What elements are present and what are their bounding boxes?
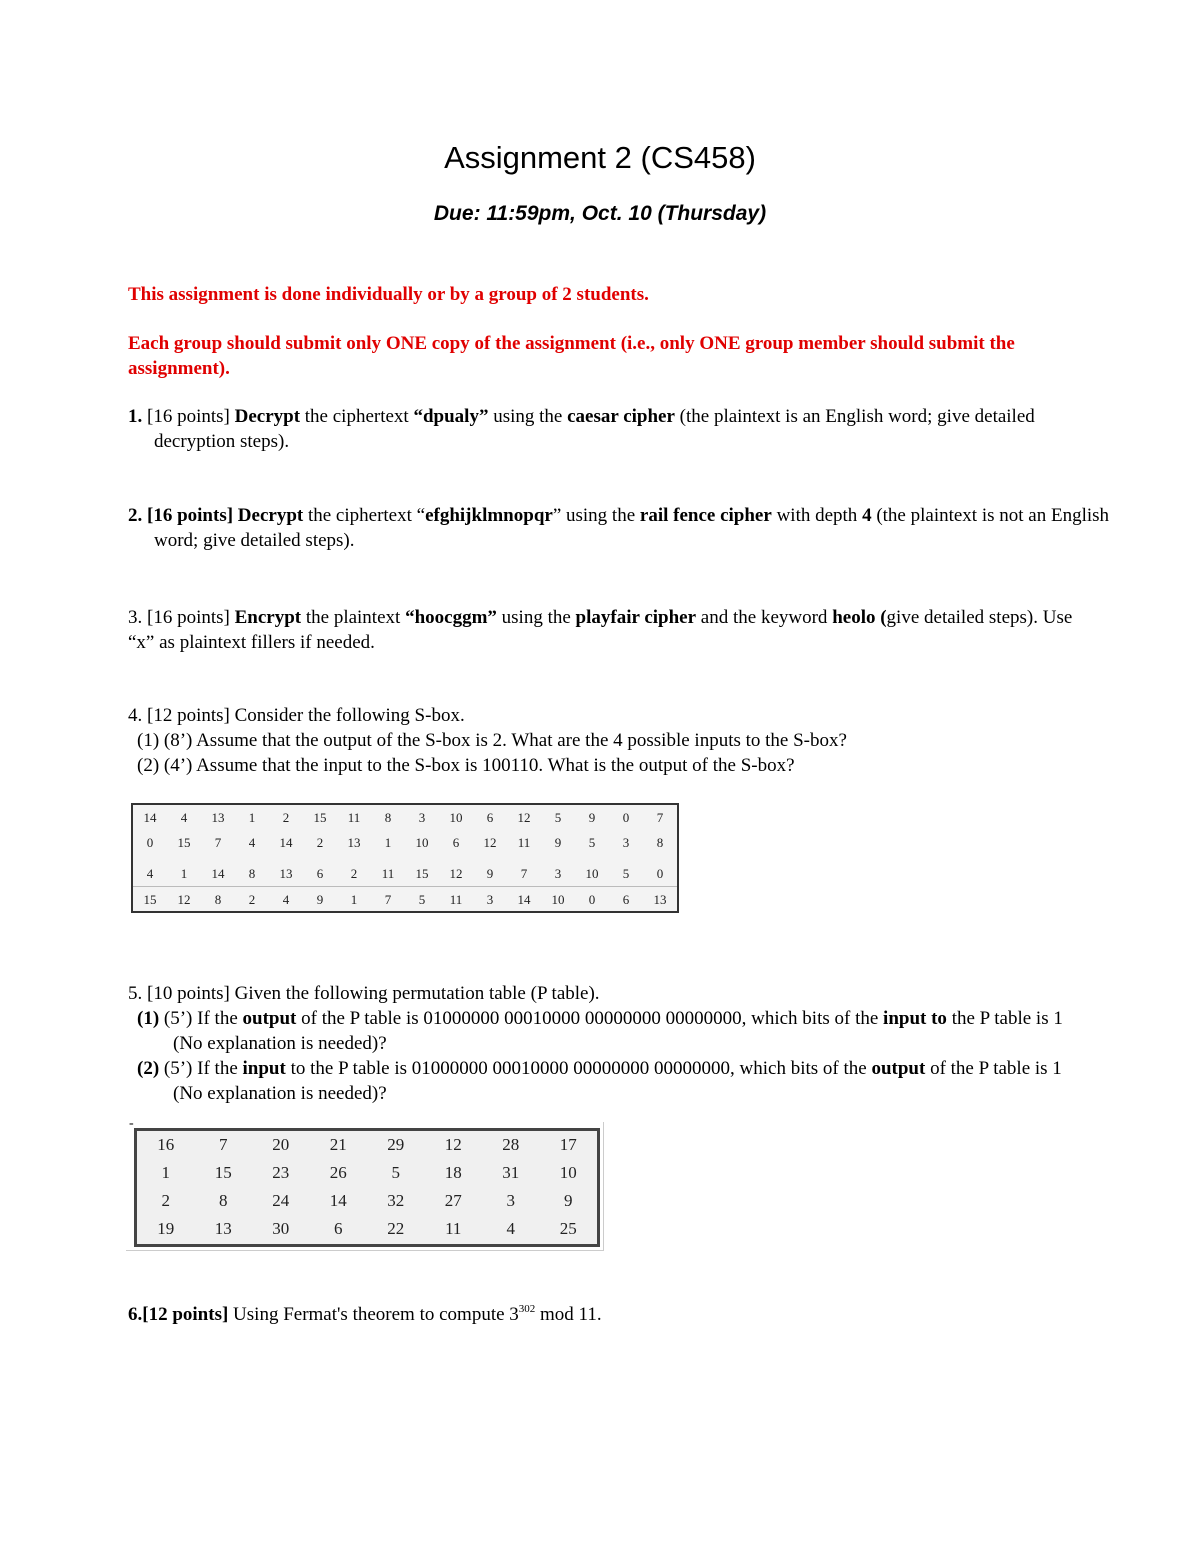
q1-method: caesar cipher: [567, 406, 675, 427]
table-cell: 14: [143, 809, 157, 825]
table-cell: 12: [444, 1135, 462, 1154]
table-cell: 6: [609, 887, 643, 913]
q6-text: mod 11.: [540, 1304, 602, 1325]
table-cell: 12: [167, 887, 201, 913]
table-row: [133, 887, 677, 913]
stray-dash: -: [129, 1116, 134, 1131]
table-cell: 16: [157, 1135, 175, 1154]
q5-sub-1-number: (1): [137, 1008, 160, 1029]
table-cell: 1: [337, 887, 371, 913]
table-cell: 3: [506, 1191, 515, 1210]
table-cell: 4: [506, 1219, 515, 1238]
q1-ciphertext: “dpualy”: [413, 406, 489, 427]
table-row: [133, 830, 677, 855]
question-1: [128, 404, 1114, 454]
table-cell: 11: [381, 865, 395, 881]
page-title: Assignment 2 (CS458): [444, 140, 756, 175]
q5-text: (5’) If the: [163, 1058, 238, 1079]
table-cell: 8: [656, 834, 664, 850]
q5-text: to the P table is 01000000 00010000 00000000 00000000, which bits of the: [290, 1058, 867, 1079]
table-cell: 7: [219, 1135, 228, 1154]
table-cell: 18: [444, 1163, 462, 1182]
q4-intro: 4. [12 points] Consider the following S-box.: [128, 705, 465, 726]
table-cell: 6: [334, 1219, 343, 1238]
q5-input-word: input to: [883, 1008, 947, 1029]
table-row: [133, 805, 677, 830]
table-cell: 15: [313, 809, 327, 825]
q1-verb: Decrypt: [234, 406, 301, 427]
question-6: [128, 1302, 1088, 1327]
table-cell: 6: [452, 834, 460, 850]
table-cell: 0: [622, 809, 630, 825]
q3-text: the plaintext: [305, 607, 401, 628]
notice-one-copy: Each group should submit only ONE copy of the assignment (i.e., only ONE group member should submit the assignment).: [128, 333, 1015, 379]
q1-number: 1.: [128, 406, 143, 427]
q2-text: the ciphertext “: [307, 505, 426, 526]
q2-ciphertext: efghijklmnopqr: [425, 505, 553, 526]
table-cell: 4: [269, 887, 303, 913]
q6-text: Using Fermat's theorem to compute 3: [233, 1304, 519, 1325]
table-cell: 29: [387, 1135, 405, 1154]
q4-sub-1: [128, 728, 1088, 753]
table-cell: 4: [248, 834, 256, 850]
q3-text: and the keyword: [700, 607, 828, 628]
q2-text: (the plaintext is not an English word; give detailed steps).: [154, 505, 1110, 551]
table-cell: 14: [329, 1191, 347, 1210]
table-cell: 15: [214, 1163, 232, 1182]
q1-text: using the: [493, 406, 563, 427]
q5-text: the P table is 1 (No explanation is needed)?: [173, 1008, 1063, 1054]
table-cell: 8: [219, 1191, 228, 1210]
table-cell: 10: [585, 865, 599, 881]
table-cell: 0: [656, 865, 664, 881]
table-row: [133, 855, 677, 887]
table-cell: 11: [445, 1219, 462, 1238]
q1-points: [16 points]: [147, 406, 230, 427]
table-cell: 15: [133, 887, 167, 913]
table-cell: 21: [329, 1135, 347, 1154]
table-cell: 6: [486, 809, 494, 825]
table-cell: 23: [272, 1163, 290, 1182]
table-cell: 2: [350, 865, 358, 881]
question-5: [128, 981, 1088, 1106]
table-cell: 9: [588, 809, 596, 825]
table-cell: 31: [502, 1163, 520, 1182]
table-cell: 4: [146, 865, 154, 881]
permutation-table: [134, 1128, 600, 1247]
table-cell: 20: [272, 1135, 290, 1154]
q3-method: playfair cipher: [575, 607, 697, 628]
table-cell: 8: [201, 887, 235, 913]
q3-text: give detailed steps). Use “x” as plaintext fillers if needed.: [128, 607, 1073, 653]
q5-text: (5’) If the: [163, 1008, 238, 1029]
notice-individual: This assignment is done individually or by a group of 2 students.: [128, 284, 649, 305]
table-cell: 14: [507, 887, 541, 913]
q3-keyword: heolo: [832, 607, 876, 628]
q2-verb: Decrypt: [237, 505, 304, 526]
q4-sub-2-number: (2): [137, 755, 160, 776]
table-cell: 1: [180, 865, 188, 881]
table-cell: 19: [157, 1219, 175, 1238]
table-cell: 26: [329, 1163, 347, 1182]
table-cell: 2: [316, 834, 324, 850]
table-cell: 5: [622, 865, 630, 881]
table-cell: 4: [180, 809, 188, 825]
q4-sub-2: [128, 753, 1088, 778]
table-cell: 14: [279, 834, 293, 850]
table-cell: 25: [559, 1219, 577, 1238]
table-cell: 6: [316, 865, 324, 881]
table-cell: 7: [371, 887, 405, 913]
q1-text: the ciphertext: [304, 406, 409, 427]
table-cell: 9: [486, 865, 494, 881]
table-cell: 27: [444, 1191, 462, 1210]
table-cell: 30: [272, 1219, 290, 1238]
q5-sub-2: [128, 1056, 1088, 1106]
table-cell: 5: [554, 809, 562, 825]
q2-text: with depth: [776, 505, 858, 526]
sbox-table: [131, 803, 679, 913]
q2-depth: 4: [862, 505, 872, 526]
q3-text: using the: [501, 607, 571, 628]
table-row: [137, 1187, 597, 1215]
table-cell: 2: [282, 809, 290, 825]
table-cell: 17: [559, 1135, 577, 1154]
q2-points: [16 points]: [147, 505, 234, 526]
table-cell: 1: [248, 809, 256, 825]
table-cell: 3: [622, 834, 630, 850]
q3-plaintext: “hoocggm”: [405, 607, 497, 628]
table-cell: 5: [588, 834, 596, 850]
table-row: [137, 1215, 597, 1243]
table-cell: 10: [449, 809, 463, 825]
table-cell: 12: [449, 865, 463, 881]
table-cell: 1: [161, 1163, 170, 1182]
table-cell: 22: [387, 1219, 405, 1238]
table-cell: 11: [517, 834, 531, 850]
table-cell: 11: [439, 887, 473, 913]
question-3: [128, 605, 1088, 655]
table-cell: 2: [235, 887, 269, 913]
q5-output-word: output: [242, 1008, 297, 1029]
table-cell: 1: [384, 834, 392, 850]
table-cell: 2: [161, 1191, 170, 1210]
table-cell: 13: [214, 1219, 232, 1238]
table-cell: 13: [643, 887, 677, 913]
q4-sub-1-text: (8’) Assume that the output of the S-box is 2. What are the 4 possible inputs to the S-box?: [163, 730, 847, 751]
question-2: [128, 503, 1114, 553]
table-cell: 12: [517, 809, 531, 825]
table-cell: 7: [214, 834, 222, 850]
table-cell: 13: [279, 865, 293, 881]
due-date: Due: 11:59pm, Oct. 10 (Thursday): [433, 202, 767, 225]
table-cell: 15: [177, 834, 191, 850]
table-cell: 10: [559, 1163, 577, 1182]
table-cell: 5: [405, 887, 439, 913]
table-cell: 0: [575, 887, 609, 913]
table-cell: 12: [483, 834, 497, 850]
table-row: [137, 1159, 597, 1187]
table-cell: 7: [520, 865, 528, 881]
q5-text: of the P table is 1 (No explanation is needed)?: [173, 1058, 1062, 1104]
table-cell: 9: [303, 887, 337, 913]
table-cell: 0: [146, 834, 154, 850]
table-cell: 5: [391, 1163, 400, 1182]
table-cell: 15: [415, 865, 429, 881]
table-cell: 11: [347, 809, 361, 825]
q4-sub-2-text: (4’) Assume that the input to the S-box is 100110. What is the output of the S-box?: [163, 755, 795, 776]
table-cell: 3: [418, 809, 426, 825]
q4-sub-1-number: (1): [137, 730, 160, 751]
q5-output-word: output: [871, 1058, 926, 1079]
table-cell: 8: [384, 809, 392, 825]
q5-input-word: input: [242, 1058, 286, 1079]
table-cell: 13: [211, 809, 225, 825]
q2-text: ” using the: [552, 505, 636, 526]
q5-sub-1: [128, 1006, 1088, 1056]
table-cell: 32: [387, 1191, 405, 1210]
table-cell: 14: [211, 865, 225, 881]
q3-number-points: 3. [16 points]: [128, 607, 230, 628]
q5-sub-2-number: (2): [137, 1058, 160, 1079]
table-cell: 9: [554, 834, 562, 850]
table-cell: 3: [554, 865, 562, 881]
table-cell: 13: [347, 834, 361, 850]
q6-exponent: 302: [518, 1303, 536, 1315]
table-cell: 9: [564, 1191, 573, 1210]
q2-method: rail fence cipher: [639, 505, 772, 526]
q3-verb: Encrypt: [234, 607, 302, 628]
question-4: [128, 703, 1088, 778]
table-row: [137, 1131, 597, 1159]
q5-intro: 5. [10 points] Given the following permutation table (P table).: [128, 983, 600, 1004]
table-cell: 7: [656, 809, 664, 825]
q6-number-points: 6.[12 points]: [128, 1304, 229, 1325]
table-cell: 10: [415, 834, 429, 850]
q5-text: of the P table is 01000000 00010000 00000000 00000000, which bits of the: [301, 1008, 879, 1029]
q3-paren: (: [880, 607, 887, 628]
table-cell: 24: [272, 1191, 290, 1210]
q2-number: 2.: [128, 505, 143, 526]
table-cell: 10: [541, 887, 575, 913]
q1-text: (the plaintext is an English word; give detailed decryption steps).: [154, 406, 1035, 452]
table-cell: 8: [248, 865, 256, 881]
table-cell: 28: [502, 1135, 520, 1154]
table-cell: 3: [473, 887, 507, 913]
